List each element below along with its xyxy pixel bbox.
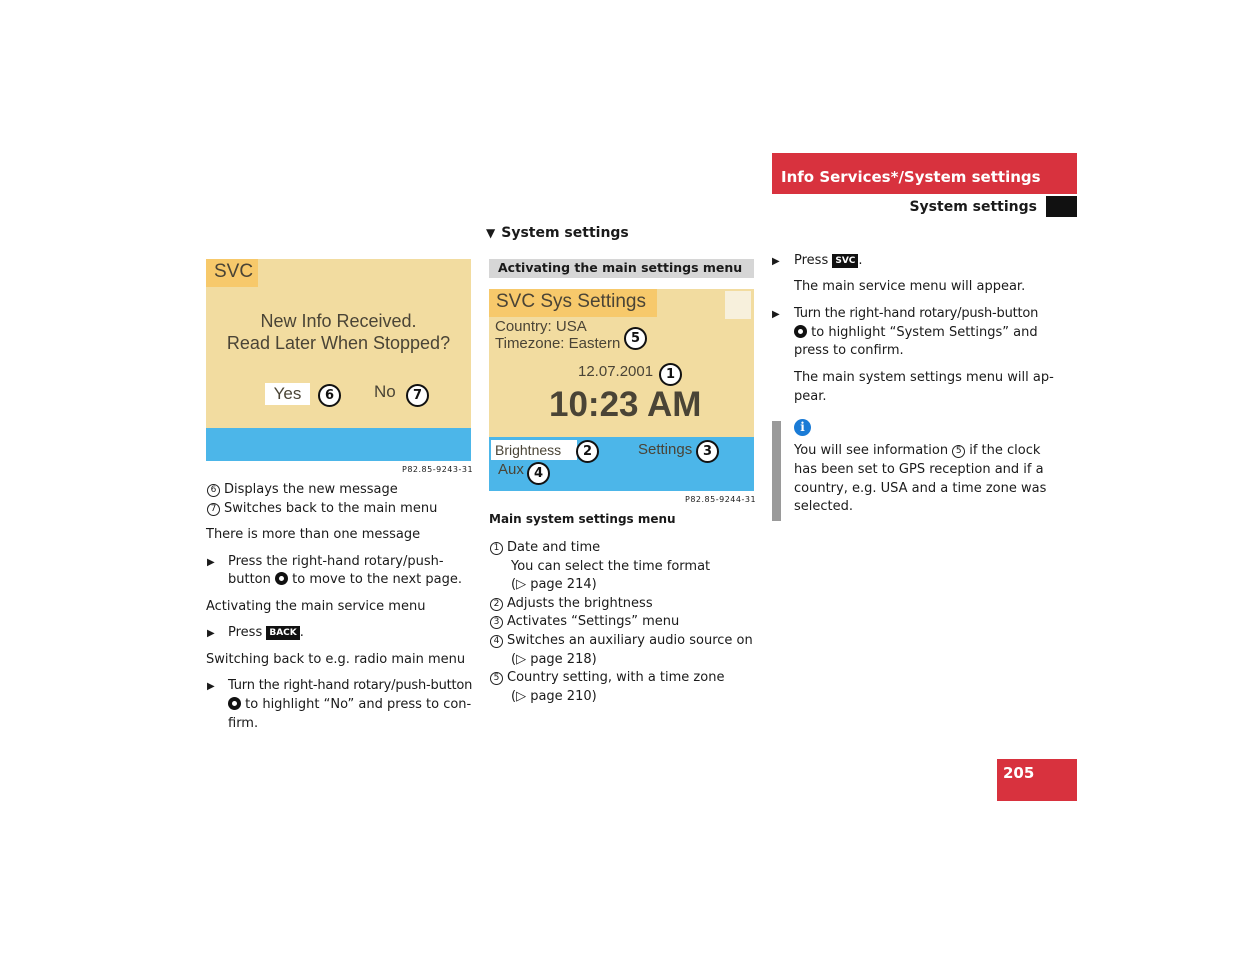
country-line: Country: USA	[495, 318, 587, 335]
callout-5: 5	[624, 327, 647, 350]
paragraph-activating-menu: Activating the main service menu	[206, 599, 426, 614]
section-heading	[486, 225, 629, 241]
callout-2: 2	[576, 440, 599, 463]
screen-sys-settings	[489, 289, 754, 491]
step3-line1: Turn the right-hand rotary/push-button	[228, 678, 473, 693]
r-step1	[794, 253, 863, 268]
figure-caption-2: P82.85-9244-31	[685, 495, 757, 504]
r-step2-line1: Turn the right-hand rotary/push-button	[794, 306, 1039, 321]
step1-line1: Press the right-hand rotary/push-	[228, 554, 444, 569]
legend-item-1	[490, 540, 753, 559]
legend-item-1-detail: You can select the time format	[511, 558, 711, 574]
r-step2-line3: press to confirm.	[794, 343, 904, 358]
legend-text: Activates “Settings” menu	[507, 614, 680, 630]
no-option: No	[374, 382, 396, 401]
step3-text: to highlight “No” and press to con-	[245, 697, 472, 712]
legend-item-2	[490, 596, 753, 615]
section-title: System settings	[909, 199, 1037, 215]
r-step1-text: Press	[794, 253, 829, 268]
r-result1: The main service menu will appear.	[794, 279, 1026, 294]
bullet-arrow-icon: ▶	[772, 256, 780, 267]
legend-num: 5	[490, 672, 503, 685]
r-step1-text: .	[858, 253, 863, 268]
legend-text: Switches back to the main menu	[224, 501, 438, 516]
yes-option: Yes	[265, 383, 310, 405]
screen1-bottom-bar	[206, 428, 471, 461]
step1-text: button	[228, 572, 271, 587]
svc-key-icon: SVC	[832, 254, 858, 268]
step3-line3: firm.	[228, 716, 259, 731]
callout-4: 4	[527, 462, 550, 485]
callout-3: 3	[696, 440, 719, 463]
step1-line2	[228, 572, 462, 587]
chapter-title: Info Services*/System settings	[781, 168, 1041, 186]
bullet-arrow-icon: ▶	[772, 309, 780, 320]
step2-text: Press	[228, 625, 263, 640]
callout-7: 7	[406, 384, 429, 407]
legend-text: Country setting, with a time zone	[507, 670, 725, 686]
subsection-bar	[489, 259, 754, 278]
info-line1	[794, 443, 1040, 458]
settings-option: Settings	[638, 441, 693, 458]
section-marker-block	[1046, 196, 1077, 217]
paragraph-switching-back: Switching back to e.g. radio main menu	[206, 652, 466, 667]
info-sidebar	[772, 421, 781, 521]
sys-settings-tag: SVC Sys Settings	[496, 291, 646, 312]
legend-num: 6	[207, 484, 220, 497]
legend-text: Displays the new message	[224, 482, 398, 497]
triangle-down-icon: ▼	[486, 226, 496, 240]
legend-num: 5	[952, 445, 965, 458]
screen1-line1: New Info Received.	[260, 311, 417, 331]
legend-num: 4	[490, 635, 503, 648]
subsection-bar-label: Activating the main settings menu	[498, 260, 743, 275]
legend-list	[490, 540, 753, 707]
svc-tag: SVC	[214, 261, 254, 282]
time-line: 10:23 AM	[549, 385, 702, 424]
legend-item-3	[490, 614, 753, 633]
info-line2: has been set to GPS reception and if a	[794, 462, 1044, 477]
legend-num: 1	[490, 542, 503, 555]
info-line4: selected.	[794, 499, 854, 514]
legend-item-4	[490, 633, 753, 652]
page-number: 205	[1003, 764, 1035, 782]
bullet-arrow-icon: ▶	[207, 628, 215, 639]
bullet-arrow-icon: ▶	[207, 557, 215, 568]
paragraph-more-messages: There is more than one message	[206, 527, 421, 542]
aux-option: Aux	[498, 461, 524, 478]
r-result2-line2: pear.	[794, 389, 827, 404]
legend-text: Switches an auxiliary audio source on	[507, 632, 753, 648]
legend-item-6	[207, 482, 398, 497]
step2-line	[228, 625, 304, 640]
legend-num: 2	[490, 598, 503, 611]
legend-text: Adjusts the brightness	[507, 595, 653, 611]
screen1-line2: Read Later When Stopped?	[226, 333, 451, 353]
legend-num: 7	[207, 503, 220, 516]
info-line3: country, e.g. USA and a time zone was	[794, 481, 1047, 496]
step1-text: to move to the next page.	[292, 572, 462, 587]
rotary-knob-icon	[275, 572, 288, 585]
legend-item-5	[490, 670, 753, 689]
bullet-arrow-icon: ▶	[207, 681, 215, 692]
rotary-knob-icon	[228, 697, 241, 710]
legend-item-7	[207, 501, 437, 516]
brightness-option: Brightness	[491, 440, 577, 460]
screen-new-info	[206, 259, 471, 461]
legend-num: 3	[490, 616, 503, 629]
r-step2-text: to highlight “System Settings” and	[811, 325, 1038, 340]
section-heading-text: System settings	[501, 225, 629, 241]
date-line: 12.07.2001	[578, 363, 654, 380]
legend-item-1-ref: (▷ page 214)	[511, 577, 597, 593]
info-icon: i	[794, 419, 811, 436]
legend-item-5-ref: (▷ page 210)	[511, 688, 597, 704]
info-text: You will see information	[794, 443, 949, 458]
info-text: if the clock	[969, 443, 1041, 458]
timezone-line: Timezone: Eastern	[495, 335, 621, 352]
callout-1: 1	[659, 363, 682, 386]
figure-title: Main system settings menu	[489, 512, 676, 526]
step3-line2	[228, 697, 471, 712]
r-step2-line2	[794, 325, 1038, 340]
legend-item-4-ref: (▷ page 218)	[511, 651, 597, 667]
figure-caption-1: P82.85-9243-31	[402, 465, 474, 474]
step2-text: .	[299, 625, 304, 640]
legend-text: Date and time	[507, 540, 601, 555]
callout-6: 6	[318, 384, 341, 407]
rotary-knob-icon	[794, 325, 807, 338]
signal-icon	[725, 291, 751, 319]
back-key-icon: BACK	[266, 626, 299, 640]
r-result2-line1: The main system settings menu will ap-	[794, 370, 1054, 385]
